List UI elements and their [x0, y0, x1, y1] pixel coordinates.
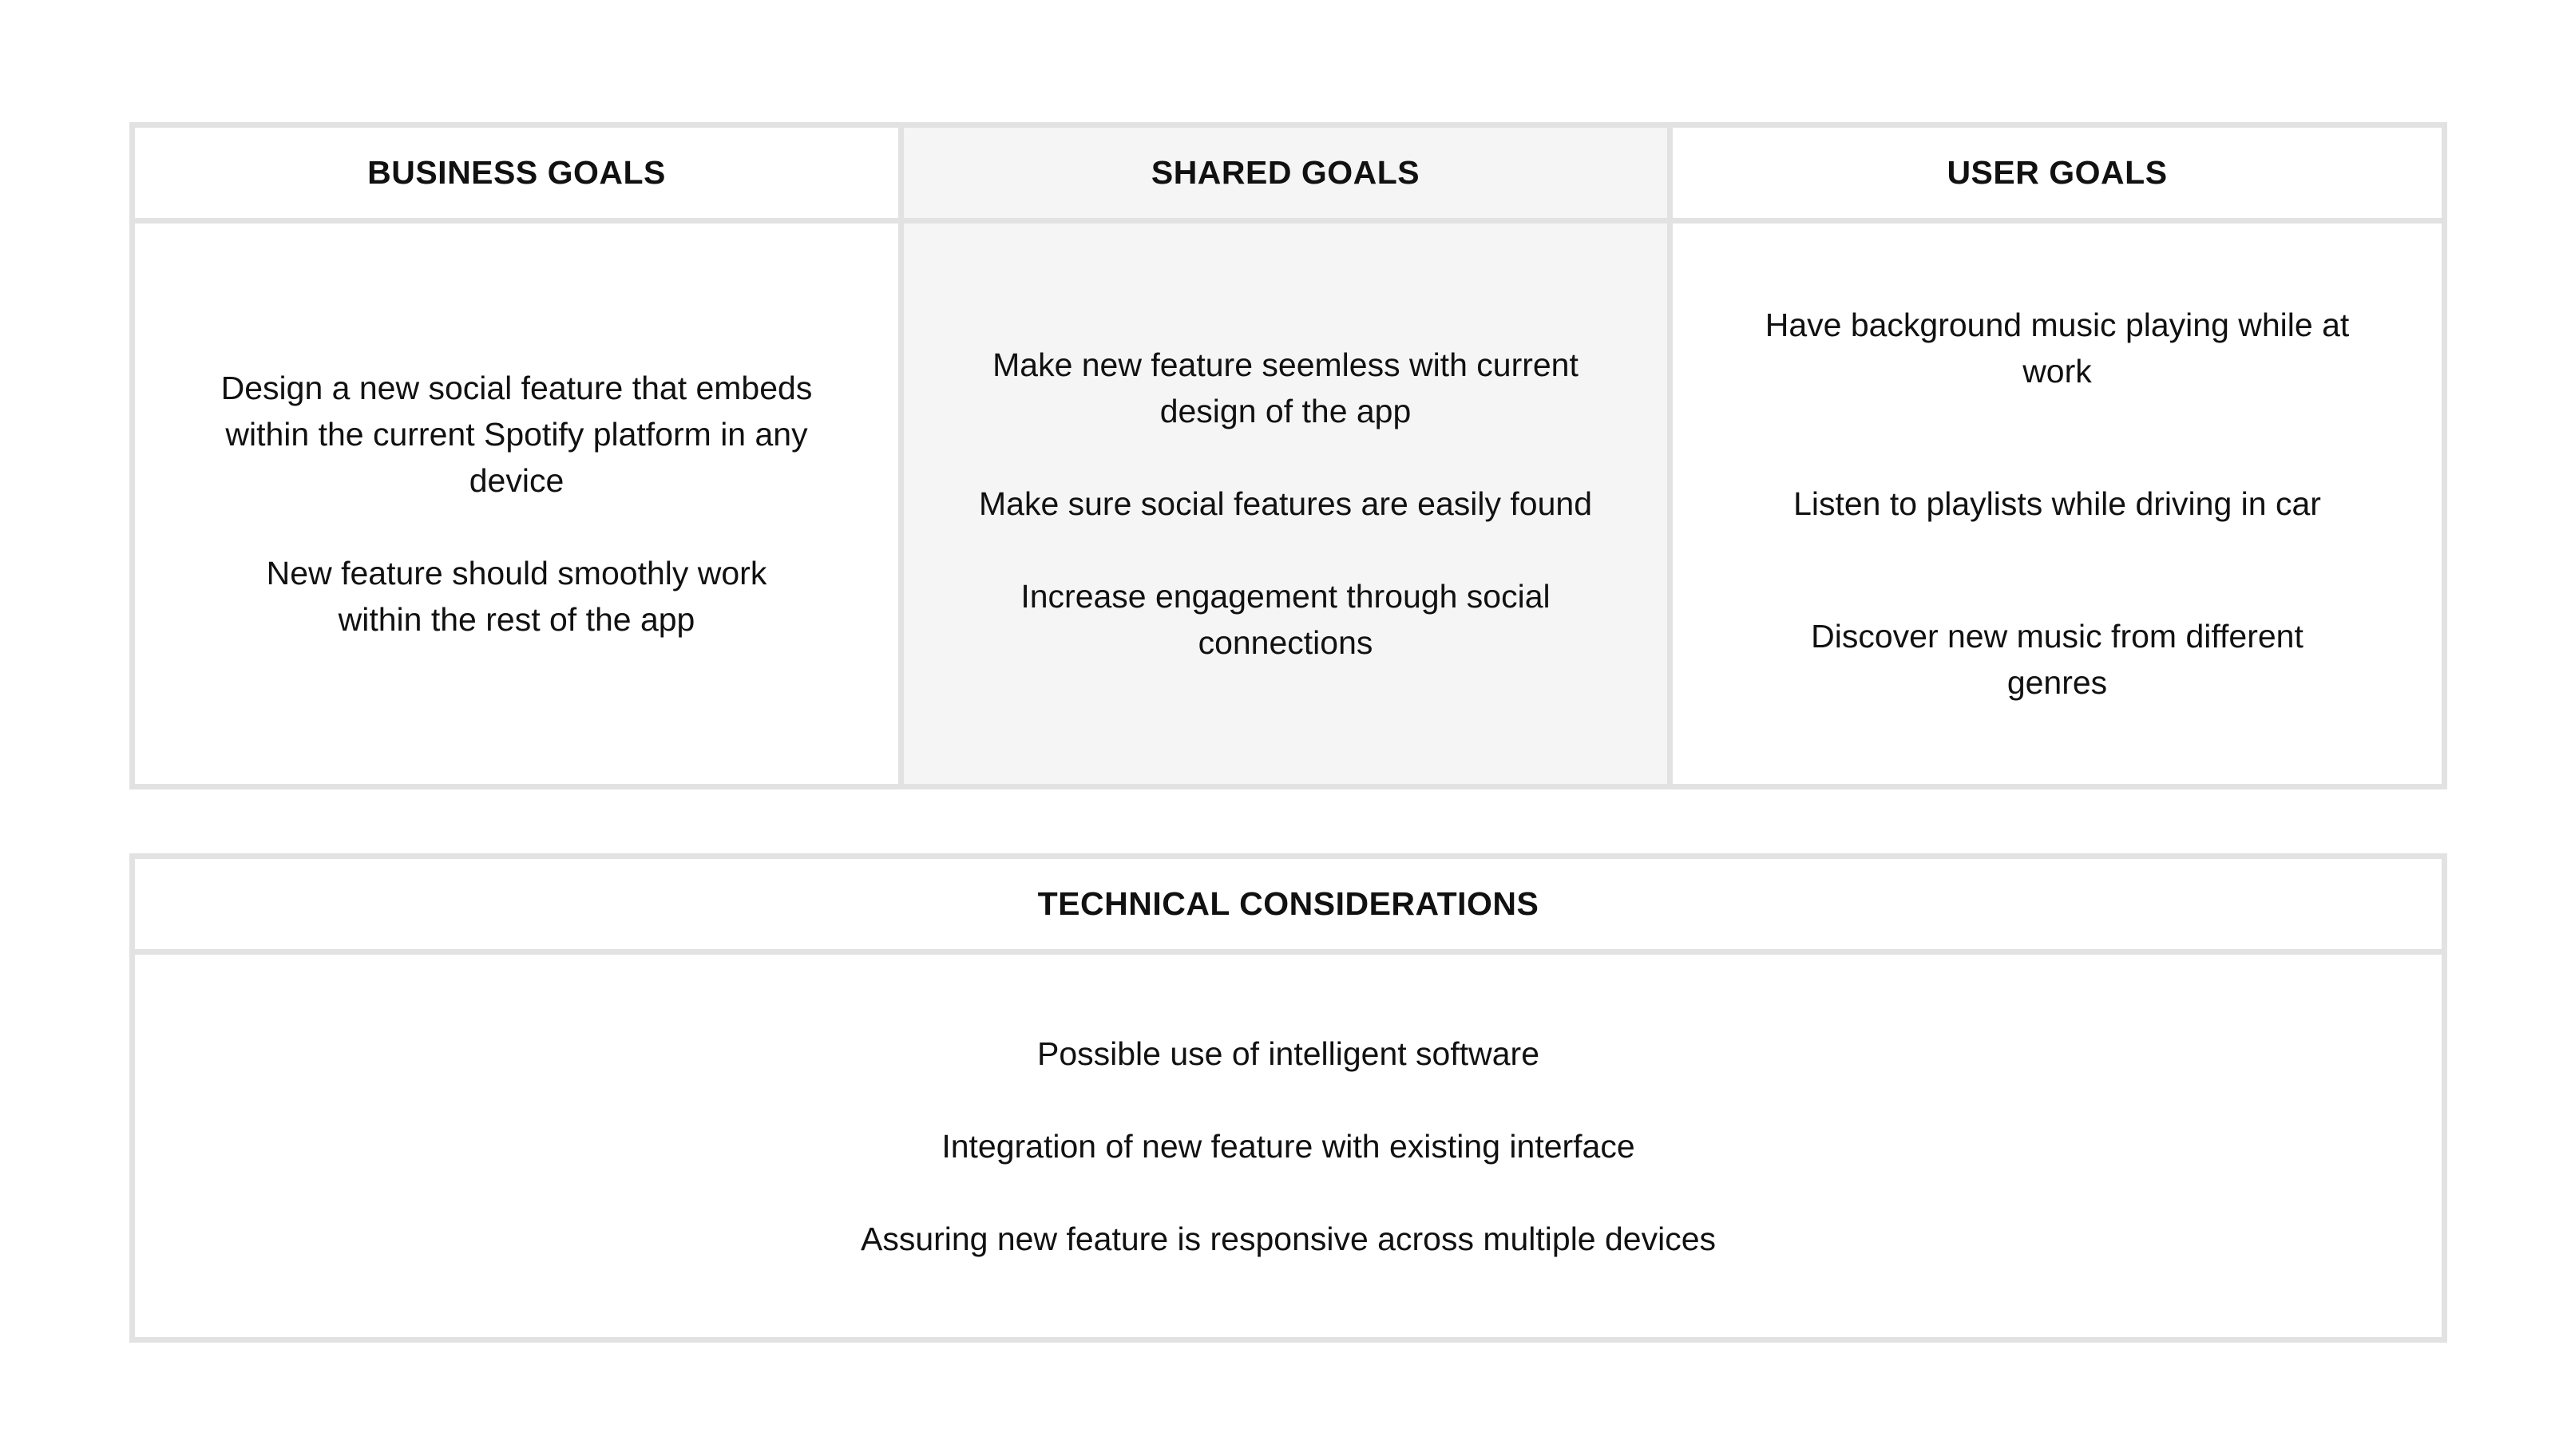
- technical-consideration-item: Integration of new feature with existing interface: [941, 1127, 1635, 1165]
- user-goal-item: Listen to playlists while driving in car: [1793, 485, 2321, 522]
- user-goals-header: USER GOALS: [1673, 128, 2442, 224]
- technical-considerations-table: [129, 853, 2447, 1343]
- technical-considerations-list: [135, 955, 2442, 1337]
- goals-table: [129, 122, 2447, 789]
- business-goals-list: [135, 224, 904, 784]
- technical-consideration-item: Assuring new feature is responsive across multiple devices: [860, 1220, 1717, 1257]
- business-goal-item: Design a new social feature that embeds within the current Spotify platform in any device: [220, 370, 813, 499]
- shared-goal-item: Make sure social features are easily found: [978, 485, 1592, 522]
- business-goals-header: BUSINESS GOALS: [135, 128, 904, 224]
- technical-considerations-header: TECHNICAL CONSIDERATIONS: [135, 859, 2442, 955]
- shared-goals-list: [904, 224, 1673, 784]
- technical-consideration-item: Possible use of intelligent software: [1036, 1035, 1539, 1072]
- user-goals-list: [1673, 224, 2442, 784]
- user-goal-item: Discover new music from different genres: [1811, 618, 2303, 701]
- business-goal-item: New feature should smoothly work within the rest of the app: [266, 555, 767, 638]
- shared-goal-item: Make new feature seemless with current design of the app: [992, 346, 1579, 429]
- shared-goal-item: Increase engagement through social connections: [1020, 578, 1551, 661]
- shared-goals-header: SHARED GOALS: [904, 128, 1673, 224]
- user-goal-item: Have background music playing while at work: [1765, 307, 2350, 390]
